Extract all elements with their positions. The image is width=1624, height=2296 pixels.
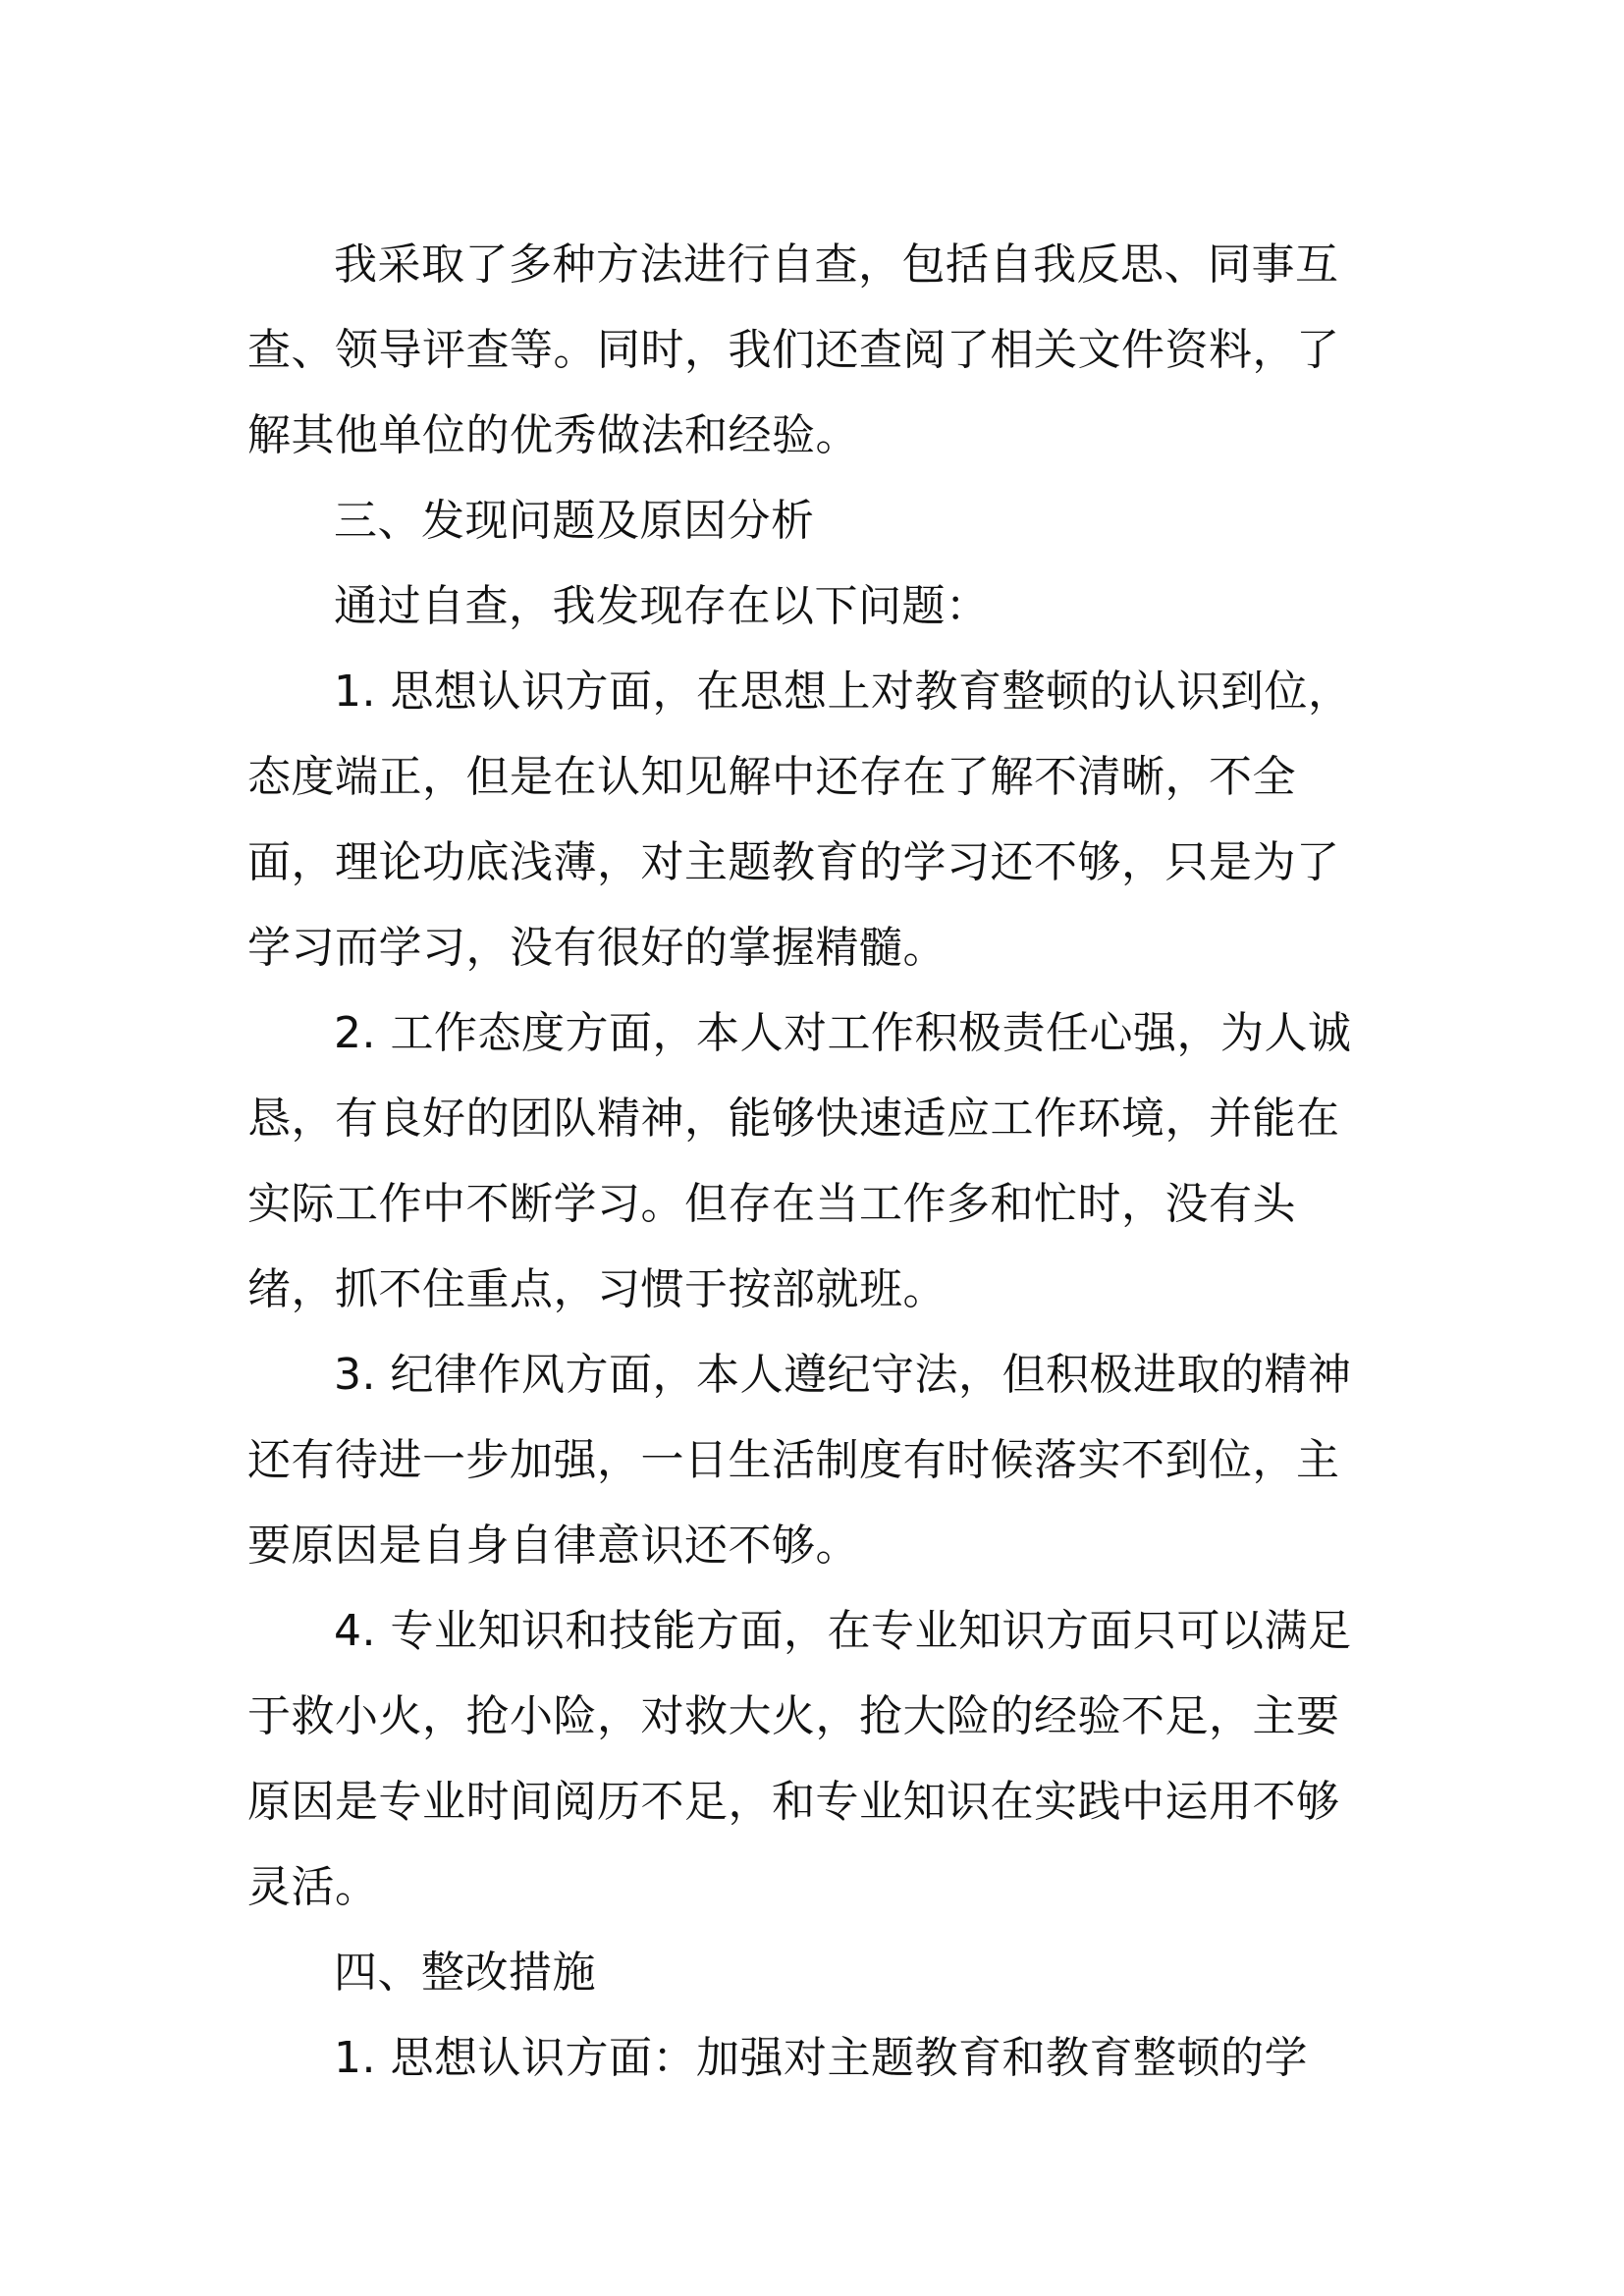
paragraph-self-check-methods-line-3: 解其他单位的优秀做法和经验。 — [247, 410, 859, 460]
section-heading-measures: 四、整改措施 — [334, 1948, 596, 1998]
item-3-discipline-line-3: 要原因是自身自律意识还不够。 — [247, 1521, 859, 1571]
item-2-attitude-line-3: 实际工作中不断学习。但存在当工作多和忙时，没有头 — [247, 1179, 1296, 1229]
item-2-attitude-line-4: 绪，抓不住重点，习惯于按部就班。 — [247, 1264, 947, 1314]
item-4-skills-line-2: 于救小火，抢小险，对救大火，抢大险的经验不足，主要 — [247, 1691, 1340, 1741]
paragraph-self-check-methods-line-1: 我采取了多种方法进行自查，包括自我反思、同事互 — [334, 240, 1339, 290]
measure-1-thinking-line-1: 1. 思想认识方面：加强对主题教育和教育整顿的学 — [334, 2033, 1308, 2083]
item-4-skills-line-4: 灵活。 — [247, 1862, 379, 1912]
item-3-discipline-line-1: 3. 纪律作风方面，本人遵纪守法，但积极进取的精神 — [334, 1350, 1352, 1400]
section-heading-problems: 三、发现问题及原因分析 — [334, 496, 815, 546]
item-3-discipline-line-2: 还有待进一步加强，一日生活制度有时候落实不到位，主 — [247, 1435, 1340, 1485]
item-1-thinking-line-3: 面，理论功底浅薄，对主题教育的学习还不够，只是为了 — [247, 837, 1340, 887]
item-1-thinking-line-1: 1. 思想认识方面，在思想上对教育整顿的认识到位， — [334, 667, 1352, 717]
paragraph-self-check-methods-line-2: 查、领导评查等。同时，我们还查阅了相关文件资料，了 — [247, 325, 1340, 375]
document-body — [247, 222, 1357, 2101]
item-4-skills-line-1: 4. 专业知识和技能方面，在专业知识方面只可以满足 — [334, 1606, 1352, 1656]
item-4-skills-line-3: 原因是专业时间阅历不足，和专业知识在实践中运用不够 — [247, 1777, 1340, 1827]
item-2-attitude-line-2: 恳，有良好的团队精神，能够快速适应工作环境，并能在 — [247, 1094, 1340, 1144]
paragraph-problems-intro: 通过自查，我发现存在以下问题： — [334, 581, 990, 631]
item-1-thinking-line-2: 态度端正，但是在认知见解中还存在了解不清晰，不全 — [247, 752, 1296, 802]
item-1-thinking-line-4: 学习而学习，没有很好的掌握精髓。 — [247, 923, 947, 973]
item-2-attitude-line-1: 2. 工作态度方面，本人对工作积极责任心强，为人诚 — [334, 1008, 1352, 1058]
